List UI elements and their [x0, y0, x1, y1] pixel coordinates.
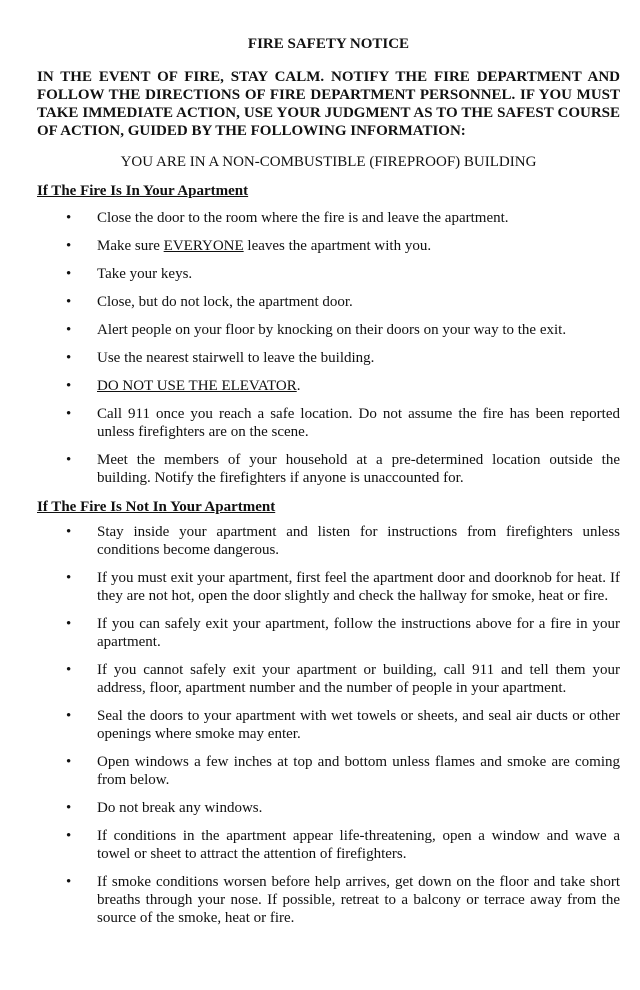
emphasis-no-elevator: DO NOT USE THE ELEVATOR [97, 378, 297, 394]
bullet-icon: • [66, 266, 72, 282]
bullet-icon: • [66, 754, 72, 770]
bullet-icon: • [66, 828, 72, 844]
list-item-text: . [296, 378, 301, 394]
in-apartment-list [37, 209, 620, 487]
list-item [37, 265, 620, 283]
emphasis-everyone: EVERYONE [163, 238, 244, 254]
bullet-icon: • [66, 616, 72, 632]
bullet-icon: • [66, 708, 72, 724]
notice-intro: IN THE EVENT OF FIRE, STAY CALM. NOTIFY THE FIRE DEPARTMENT AND FOLLOW THE DIRECTIONS OF FIRE DEPARTMENT PERSONNEL. IF YOU MUST TAKE IMMEDIATE ACTION, USE YOUR JUDGMENT AS TO THE SAFEST COURSE OF ACTION, GUIDED BY THE FOLLOWING INFORMATION: [37, 69, 620, 139]
list-item-text: If conditions in the apartment appear life-threatening, open a window and wave a towel or sheet to attract the attention of firefighters. [97, 828, 620, 862]
bullet-icon: • [66, 406, 72, 422]
list-item-text: Close, but do not lock, the apartment door. [97, 294, 353, 310]
list-item [37, 873, 620, 927]
bullet-icon: • [66, 378, 72, 394]
list-item-text: Do not break any windows. [97, 800, 263, 816]
building-type-statement: YOU ARE IN A NON-COMBUSTIBLE (FIREPROOF) BUILDING [120, 154, 537, 170]
not-in-apartment-list [37, 523, 620, 927]
bullet-icon: • [66, 322, 72, 338]
list-item [37, 349, 620, 367]
section-heading-in-apartment: If The Fire Is In Your Apartment [37, 183, 249, 199]
list-item [37, 377, 620, 395]
bullet-icon: • [66, 210, 72, 226]
list-item-text: If you must exit your apartment, first feel the apartment door and doorknob for heat. If they are not hot, open the door slightly and check the hallway for smoke, heat or fire. [97, 570, 620, 604]
list-item [37, 209, 620, 227]
list-item [37, 321, 620, 339]
list-item-text: Stay inside your apartment and listen for instructions from firefighters unless conditions become dangerous. [97, 524, 620, 558]
bullet-icon: • [66, 800, 72, 816]
list-item [37, 523, 620, 559]
list-item [37, 569, 620, 605]
list-item [37, 293, 620, 311]
list-item-text: Open windows a few inches at top and bottom unless flames and smoke are coming from below. [97, 754, 620, 788]
bullet-icon: • [66, 294, 72, 310]
list-item-text: Make sure [97, 238, 164, 254]
list-item [37, 707, 620, 743]
list-item-text: If you can safely exit your apartment, follow the instructions above for a fire in your apartment. [97, 616, 620, 650]
section-heading-not-in-apartment: If The Fire Is Not In Your Apartment [37, 499, 276, 515]
bullet-icon: • [66, 350, 72, 366]
list-item [37, 661, 620, 697]
bullet-icon: • [66, 452, 72, 468]
list-item-text: If you cannot safely exit your apartment or building, call 911 and tell them your address, floor, apartment number and the number of people in your apartment. [97, 662, 620, 696]
list-item-text: Take your keys. [97, 266, 193, 282]
bullet-icon: • [66, 238, 72, 254]
list-item-text: Use the nearest stairwell to leave the building. [97, 350, 375, 366]
bullet-icon: • [66, 524, 72, 540]
list-item-text: leaves the apartment with you. [243, 238, 432, 254]
list-item-text: Meet the members of your household at a pre-determined location outside the building. Notify the firefighters if anyone is unaccounted for. [97, 452, 620, 486]
list-item [37, 615, 620, 651]
bullet-icon: • [66, 570, 72, 586]
list-item [37, 753, 620, 789]
bullet-icon: • [66, 874, 72, 890]
list-item [37, 451, 620, 487]
list-item-text: Seal the doors to your apartment with wet towels or sheets, and seal air ducts or other openings where smoke may enter. [97, 708, 620, 742]
list-item [37, 827, 620, 863]
list-item [37, 237, 620, 255]
bullet-icon: • [66, 662, 72, 678]
list-item-text: If smoke conditions worsen before help arrives, get down on the floor and take short breaths through your nose. If possible, retreat to a balcony or terrace away from the source of the smoke, heat or fire. [97, 874, 620, 926]
list-item [37, 799, 620, 817]
list-item-text: Call 911 once you reach a safe location. Do not assume the fire has been reported unless firefighters are on the scene. [97, 406, 620, 440]
list-item-text: Alert people on your floor by knocking on their doors on your way to the exit. [97, 322, 567, 338]
list-item-text: Close the door to the room where the fire is and leave the apartment. [97, 210, 509, 226]
list-item [37, 405, 620, 441]
notice-title: FIRE SAFETY NOTICE [247, 36, 410, 52]
